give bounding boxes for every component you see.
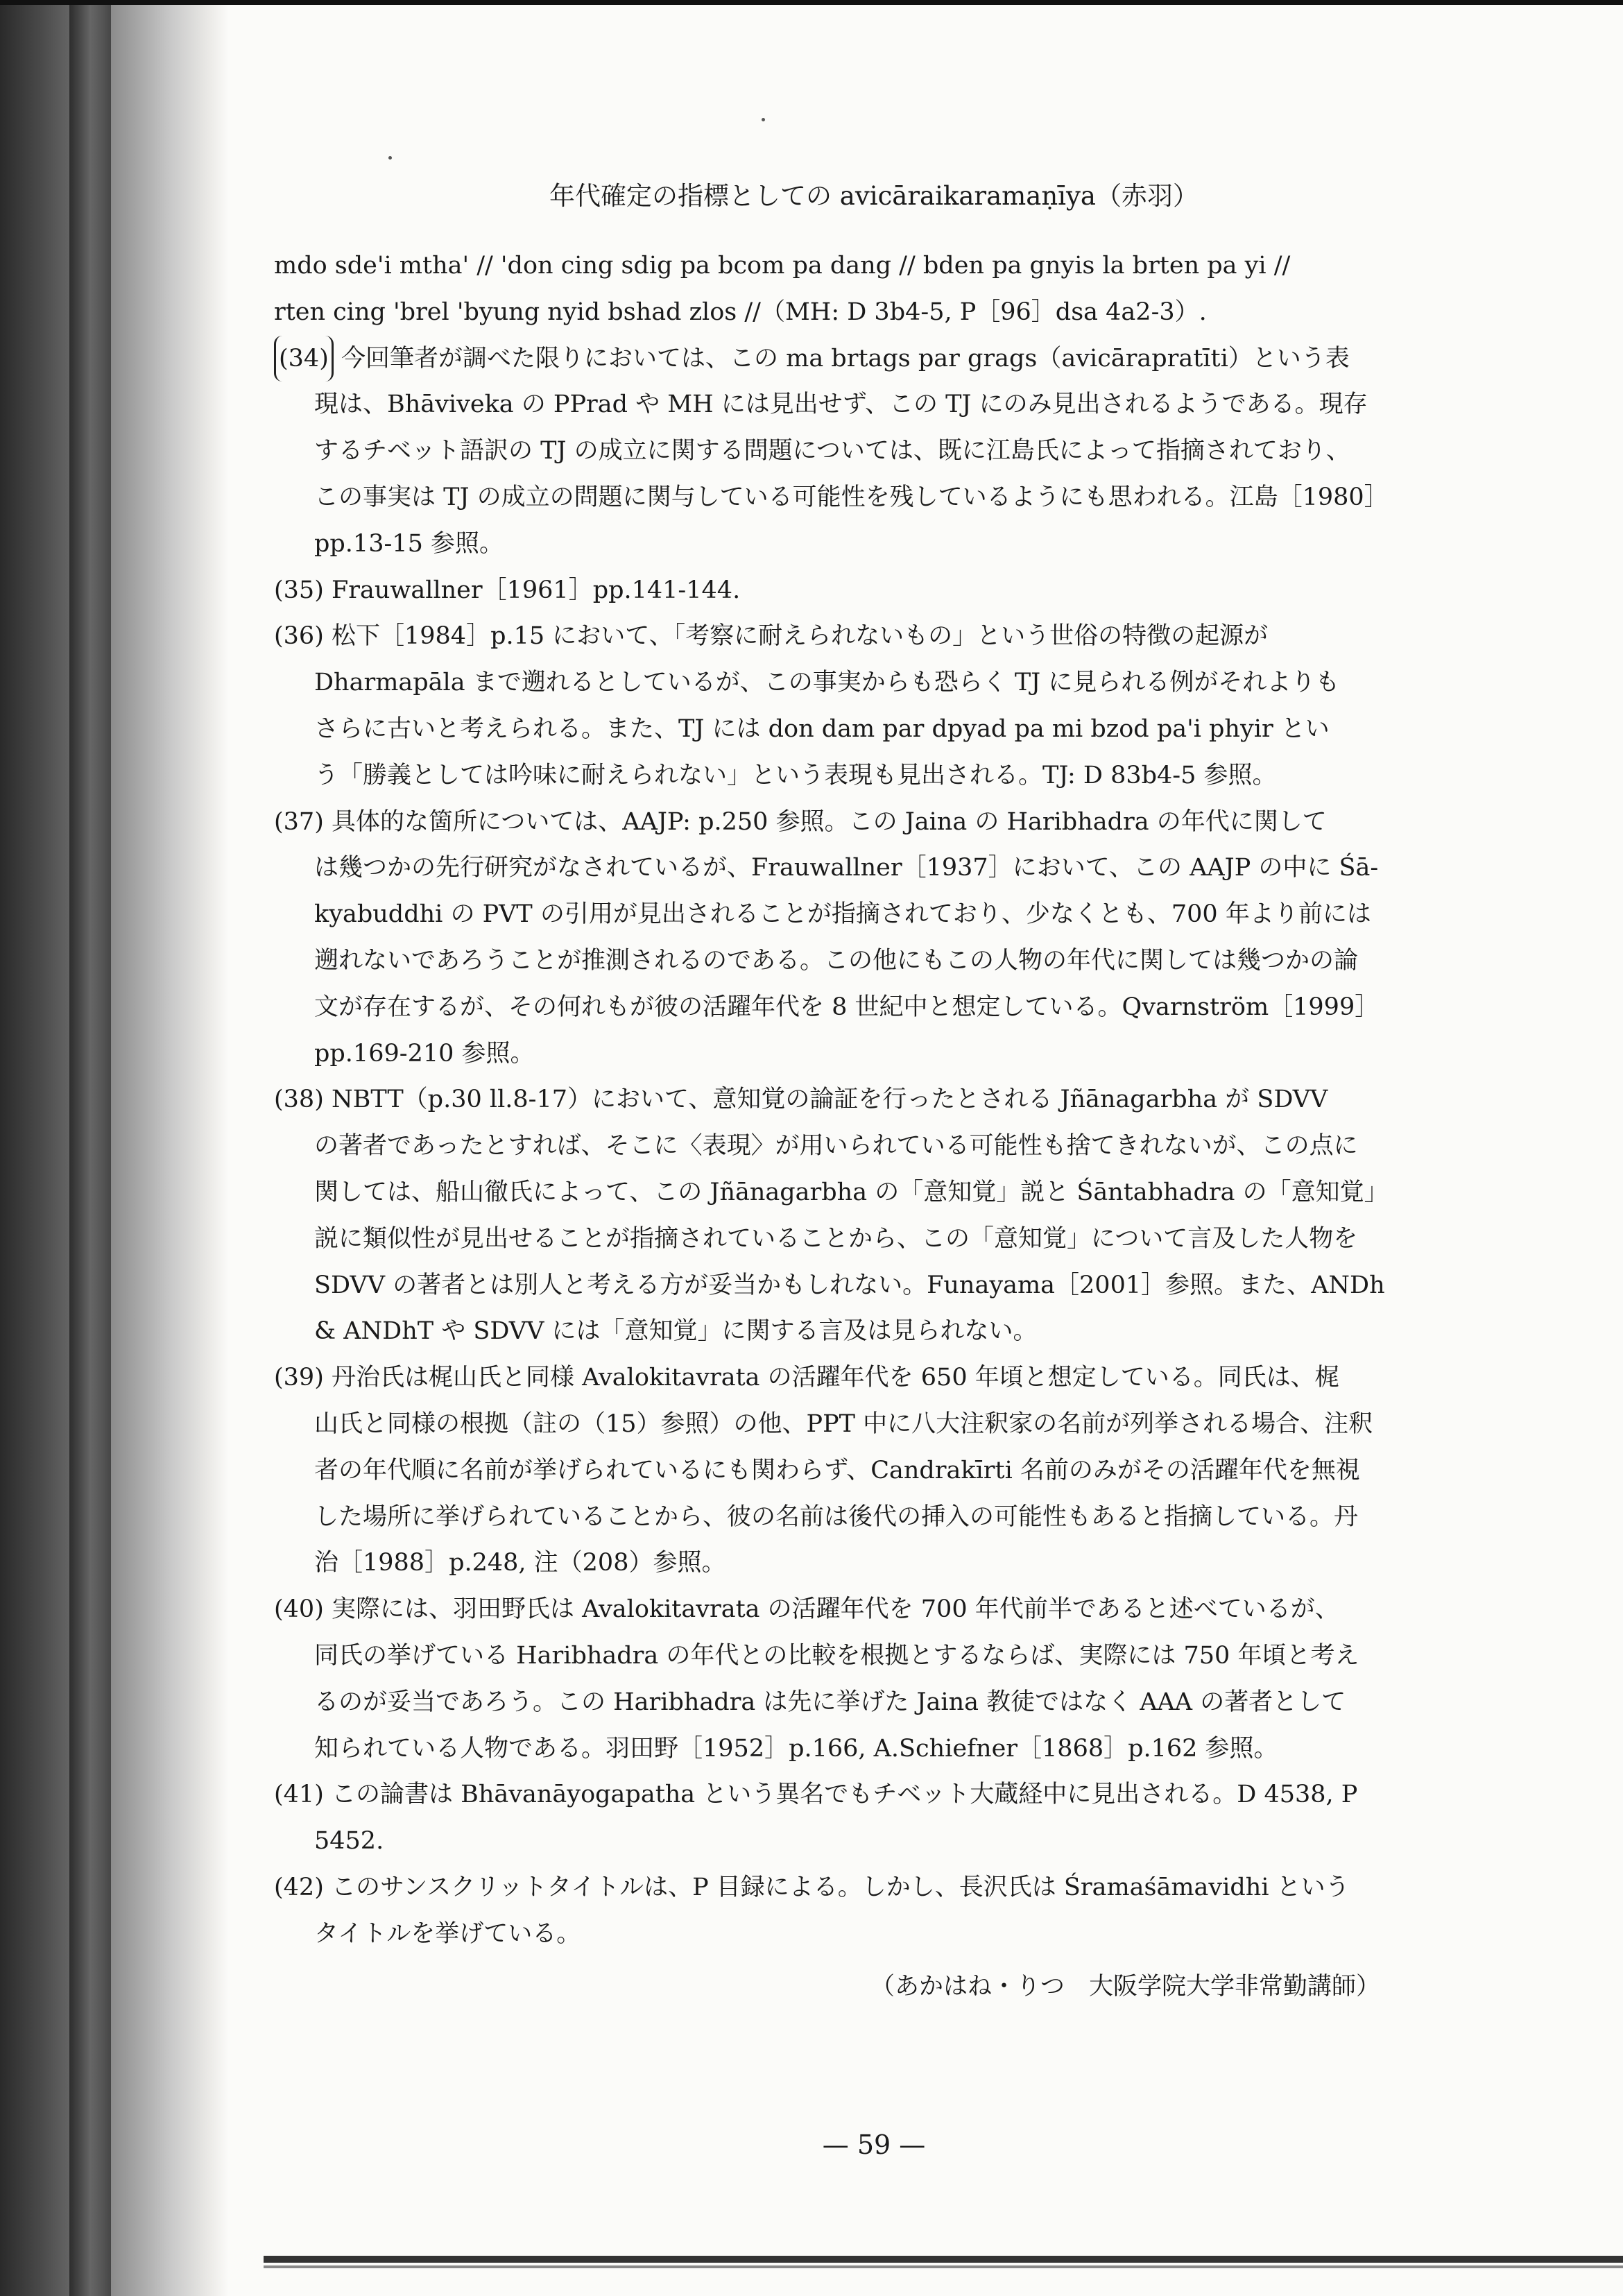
note-text: 現は、Bhāviveka の PPrad や MH には見出せず、この TJ にのみ見出されるようである。現存 xyxy=(314,391,1368,419)
note-text: この事実は TJ の成立の問題に関与している可能性を残しているようにも思われる。江島［1980］ xyxy=(314,483,1389,511)
note-text: 実際には、羽田野氏は Avalokitavrata の活躍年代を 700 年代前半であると述べているが、 xyxy=(332,1595,1339,1624)
note-text: このサンスクリットタイトルは、P 目録による。しかし、長沢氏は Śramaśāmavidhi という xyxy=(332,1873,1350,1901)
note-text: 松下［1984］p.15 において、「考察に耐えられないもの」という世俗の特徴の起源が xyxy=(332,622,1269,651)
note-text: 治［1988］p.248, 注（208）参照。 xyxy=(314,1549,726,1577)
note-text: 知られている人物である。羽田野［1952］p.166, A.Schiefner［1868］p.162 参照。 xyxy=(314,1734,1278,1763)
note-text: 関しては、船山徹氏によって、この Jñānagarbha の「意知覚」説と Śāntabhadra の「意知覚」 xyxy=(314,1178,1389,1206)
note-text: さらに古いと考えられる。また、TJ には don dam par dpyad pa mi bzod pa'i phyir とい xyxy=(314,714,1330,743)
note-34 xyxy=(274,336,1380,382)
note-number: (41) xyxy=(274,1781,324,1809)
note-number: (39) xyxy=(274,1364,324,1392)
note-number: (42) xyxy=(274,1873,324,1901)
note-40 xyxy=(274,1586,1380,1633)
note-text: Dharmapāla まで遡れるとしているが、この事実からも恐らく TJ に見られる例がそれよりも xyxy=(314,669,1340,697)
book-spine-shadow xyxy=(69,0,111,2296)
note-text: pp.169-210 参照。 xyxy=(314,1039,535,1068)
note-text: 文が存在するが、その何れもが彼の活躍年代を 8 世紀中と想定している。Qvarnström［1999］ xyxy=(314,993,1380,1021)
running-header: 年代確定の指標としての avicāraikaramaṇīya（赤羽） xyxy=(549,181,1199,211)
note-41 xyxy=(274,1772,1380,1818)
note-text: この論書は Bhāvanāyogapatha という異名でもチベット大蔵経中に見出される。D 4538, P xyxy=(332,1781,1358,1809)
note-text: タイトルを挙げている。 xyxy=(314,1919,581,1948)
note-text: Frauwallner［1961］pp.141-144. xyxy=(332,576,741,604)
note-text: pp.13-15 参照。 xyxy=(314,529,504,558)
note-text: 山氏と同様の根拠（註の（15）参照）の他、PPT 中に八大注釈家の名前が列挙される場合、注釈 xyxy=(314,1410,1373,1438)
note-number: (38) xyxy=(274,1086,324,1114)
note-text: 5452. xyxy=(314,1827,384,1856)
note-text: 今回筆者が調べた限りにおいては、この ma brtags par grags（avicārapratīti）という表 xyxy=(341,344,1350,372)
note-36 xyxy=(274,613,1380,660)
note-38 xyxy=(274,1077,1380,1123)
note-35 xyxy=(274,567,1380,614)
scan-top-edge xyxy=(0,0,1623,5)
scan-speck xyxy=(388,156,392,160)
note-42 xyxy=(274,1865,1380,1911)
note-text: SDVV の著者とは別人と考える方が妥当かもしれない。Funayama［2001］参照。また、ANDh xyxy=(314,1271,1385,1299)
note-number: (36) xyxy=(274,622,324,651)
note-39 xyxy=(274,1355,1380,1401)
scan-speck xyxy=(762,118,765,121)
note-number: (37) xyxy=(274,807,324,836)
note-text: するチベット語訳の TJ の成立に関する問題については、既に江島氏によって指摘されており、 xyxy=(314,437,1350,465)
note-text: 具体的な箇所については、AAJP: p.250 参照。この Jaina の Haribhadra の年代に関して xyxy=(332,807,1327,836)
page-content xyxy=(274,243,1389,2010)
note-text: 同氏の挙げている Haribhadra の年代との比較を根拠とするならば、実際には 750 年頃と考え xyxy=(314,1641,1359,1670)
note-text: 丹治氏は梶山氏と同様 Avalokitavrata の活躍年代を 650 年頃と想定している。同氏は、梶 xyxy=(332,1364,1339,1392)
body-line: mdo sde'i mtha' // 'don cing sdig pa bcom pa dang // bden pa gnyis la brten pa yi // xyxy=(274,252,1291,280)
scan-bottom-edge xyxy=(264,2256,1623,2263)
note-37 xyxy=(274,799,1380,846)
note-text: 説に類似性が見出せることが指摘されていることから、この「意知覚」について言及した人物を xyxy=(314,1224,1358,1253)
note-text: NBTT（p.30 ll.8-17）において、意知覚の論証を行ったとされる Jñānagarbha が SDVV xyxy=(332,1086,1328,1114)
note-text: るのが妥当であろう。この Haribhadra は先に挙げた Jaina 教徒ではなく AAA の著者として xyxy=(314,1688,1346,1716)
note-text: 遡れないであろうことが推測されるのである。この他にもこの人物の年代に関しては幾つかの論 xyxy=(314,946,1359,975)
note-text: & ANDhT や SDVV には「意知覚」に関する言及は見られない。 xyxy=(314,1317,1038,1346)
note-text: う「勝義としては吟味に耐えられない」という表現も見出される。TJ: D 83b4-5 参照。 xyxy=(314,761,1277,789)
note-text: は幾つかの先行研究がなされているが、Frauwallner［1937］において、この AAJP の中に Śā- xyxy=(314,854,1379,882)
note-text: の著者であったとすれば、そこに〈表現〉が用いられている可能性も捨てきれないが、この点に xyxy=(314,1132,1358,1160)
body-line: rten cing 'brel 'byung nyid bshad zlos //（MH: D 3b4-5, P［96］dsa 4a2-3）. xyxy=(274,298,1207,326)
note-number: (35) xyxy=(274,576,324,604)
author-affiliation: （あかはね・りつ 大阪学院大学非常勤講師） xyxy=(870,1973,1380,2001)
scan-bottom-edge-shadow xyxy=(264,2265,1623,2268)
note-number: (34) xyxy=(274,336,334,382)
note-text: した場所に挙げられていることから、彼の名前は後代の挿入の可能性もあると指摘している。丹 xyxy=(314,1502,1359,1531)
note-number: (40) xyxy=(274,1595,324,1624)
note-text: kyabuddhi の PVT の引用が見出されることが指摘されており、少なくとも、700 年より前には xyxy=(314,900,1371,929)
note-text: 者の年代順に名前が挙げられているにも関わらず、Candrakīrti 名前のみがその活躍年代を無視 xyxy=(314,1456,1360,1484)
page-number: — 59 — xyxy=(822,2130,926,2160)
scan-gutter-shadow xyxy=(0,0,229,2296)
